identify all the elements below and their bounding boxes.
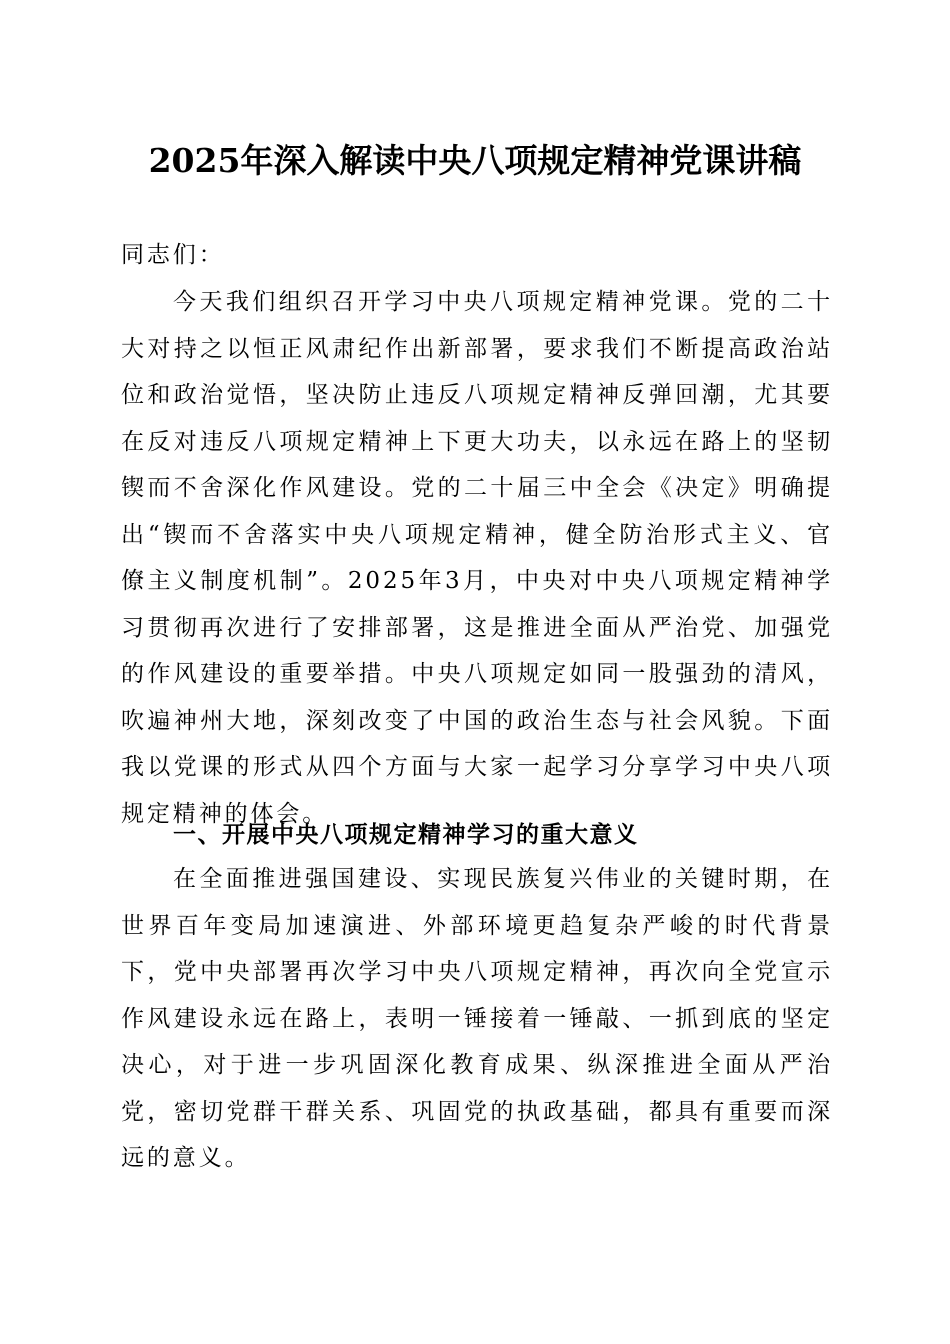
paragraph-significance: 在全面推进强国建设、实现民族复兴伟业的关键时期，在世界百年变局加速演进、外部环境更趋复杂严峻的时代背景下，党中央部署再次学习中央八项规定精神，再次向全党宣示作风建设永远在路上，表明一锤接着一锤敲、一抓到底的坚定决心，对于进一步巩固深化教育成果、纵深推进全面从严治党，密切党群干群关系、巩固党的执政基础，都具有重要而深远的意义。 [121,866,833,1171]
paragraph-intro: 今天我们组织召开学习中央八项规定精神党课。党的二十大对持之以恒正风肃纪作出新部署，要求我们不断提高政治站位和政治觉悟，坚决防止违反八项规定精神反弹回潮，尤其要在反对违反八项规定精神上下更大功夫，以永远在路上的坚韧锲而不舍深化作风建设。党的二十届三中全会《决定》明确提出“锲而不舍落实中央八项规定精神，健全防治形式主义、官僚主义制度机制”。2025年3月，中央对中央八项规定精神学习贯彻再次进行了安排部署，这是推进全面从严治党、加强党的作风建设的重要举措。中央八项规定如同一股强劲的清风，吹遍神州大地，深刻改变了中国的政治生态与社会风貌。下面我以党课的形式从四个方面与大家一起学习分享学习中央八项规定精神的体会。 [121,289,833,827]
document-title: 2025年深入解读中央八项规定精神党课讲稿 [148,141,802,180]
salutation: 同志们： [121,242,225,268]
section-heading: 一、开展中央八项规定精神学习的重大意义 [173,822,639,848]
